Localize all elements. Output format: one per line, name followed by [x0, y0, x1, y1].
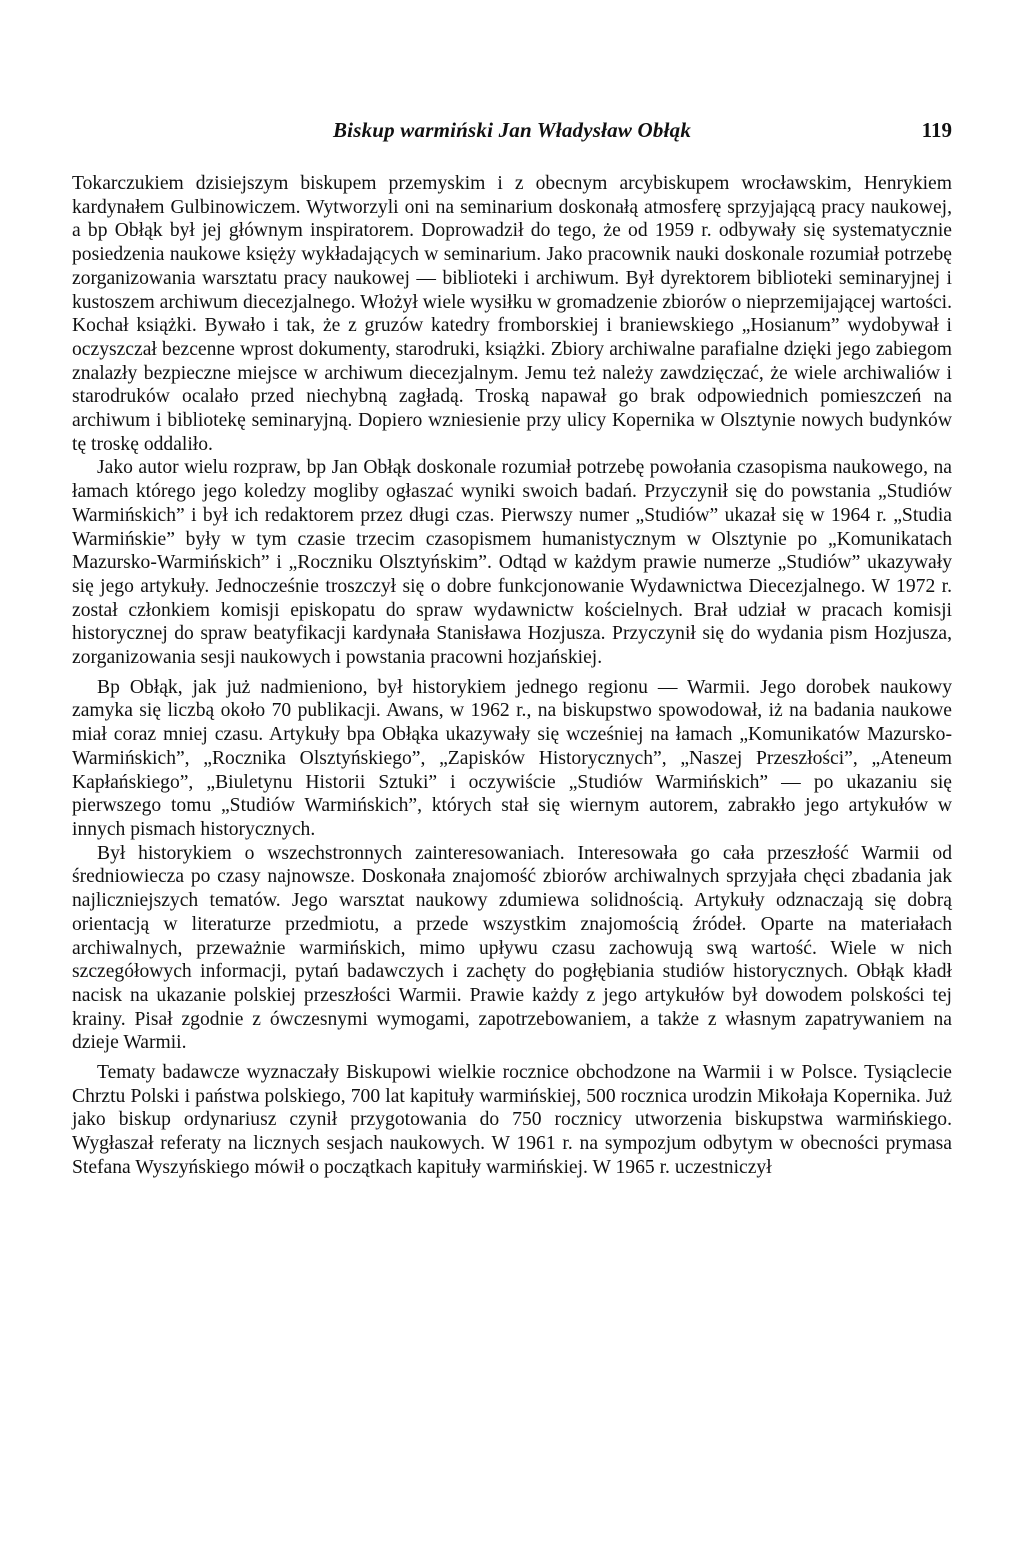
- paragraph-anniversaries: Tematy badawcze wyznaczały Biskupowi wielkie rocznice obchodzone na Warmii i w Polsce. Tysiąclecie Chrztu Polski i państwa polskiego, 700 lat kapituły warmińskiej, 500 rocznica urodzin Mikołaja Kopernika. Już jako biskup ordynariusz czynił przygotowania do 750 rocznicy utworzenia biskupstwa warmińskiego. Wygłaszał referaty na licznych sesjach naukowych. W 1961 r. na sympozjum odbytym w obecności prymasa Stefana Wyszyńskiego mówił o początkach kapituły warmińskiej. W 1965 r. uczestniczył: [72, 1062, 952, 1178]
- body-text: [72, 172, 952, 1180]
- running-head: [72, 118, 952, 148]
- running-title: Biskup warmiński Jan Władysław Obłąk: [332, 118, 692, 142]
- paragraph-interests: Był historykiem o wszechstronnych zainteresowaniach. Interesowała go cała przeszłość Warmii od średniowiecza po czasy najnowsze. Doskonała znajomość zbiorów archiwalnych sprzyjała chęci zbadania jak najliczniejszych tematów. Jego warsztat naukowy zdumiewa solidnością. Artykuły odznaczają się dobrą orientacją w literaturze przedmiotu, a przede wszystkim znajomością źródeł. Oparte na materiałach archiwalnych, przeważnie warmińskich, mimo upływu czasu zachowują swą wartość. Wiele w nich szczegółowych informacji, pytań badawczych i zachęty do pogłębiania studiów historycznych. Obłąk kładł nacisk na ukazanie polskiej przeszłości Warmii. Prawie każdy z jego artykułów był dowodem polskości tej krainy. Pisał zgodnie z ówczesnymi wymogami, zapotrzebowaniem, a także z własnym zapatrywaniem na dzieje Warmii.: [72, 842, 952, 1054]
- page-number: 119: [921, 118, 952, 142]
- paragraph-publications: Bp Obłąk, jak już nadmieniono, był historykiem jednego regionu — Warmii. Jego dorobek naukowy zamyka się liczbą około 70 publikacji. Awans, w 1962 r., na biskupstwo spowodował, iż na badania naukowe miał coraz mniej czasu. Artykuły bpa Obłąka ukazywały się wcześniej na łamach „Komunikatów Mazursko-Warmińskich”, „Rocznika Olsztyńskiego”, „Zapisków Historycznych”, „Naszej Przeszłości”, „Ateneum Kapłańskiego”, „Biuletynu Historii Sztuki” i oczywiście „Studiów Warmińskich” — po ukazaniu się pierwszego tomu „Studiów Warmińskich”, których stał się wiernym autorem, zabrakło jego artykułów w innych pismach historycznych.: [72, 676, 952, 840]
- paragraph-continuation: Tokarczukiem dzisiejszym biskupem przemyskim i z obecnym arcybiskupem wrocławskim, Henrykiem kardynałem Gulbinowiczem. Wytworzyli oni na seminarium doskonałą atmosferę sprzyjającą pracy naukowej, a bp Obłąk był jej głównym inspiratorem. Doprowadził do tego, że od 1959 r. odbywały się systematycznie posiedzenia naukowe księży wykładających w seminarium. Jako pracownik nauki doskonale rozumiał potrzebę zorganizowania warsztatu pracy naukowej — biblioteki i archiwum. Był dyrektorem biblioteki seminaryjnej i kustoszem archiwum diecezjalnego. Włożył wiele wysiłku w gromadzenie zbiorów o nieprzemijającej wartości. Kochał książki. Bywało i tak, że z gruzów katedry fromborskiej i braniewskiego „Hosianum” wydobywał i oczyszczał bezcenne wprost dokumenty, starodruki, książki. Zbiory archiwalne parafialne dzięki jego zabiegom znalazły bezpieczne miejsce w archiwum diecezjalnym. Jemu też należy zawdzięczać, że wiele archiwaliów i starodruków ocalało przed niechybną zagładą. Troską napawał go brak odpowiednich pomieszczeń na archiwum i bibliotekę seminaryjną. Dopiero wzniesienie przy ulicy Kopernika w Olsztynie nowych budynków tę troskę oddaliło.: [72, 173, 952, 455]
- paragraph-journal: Jako autor wielu rozpraw, bp Jan Obłąk doskonale rozumiał potrzebę powołania czasopisma naukowego, na łamach którego jego koledzy mogliby ogłaszać wyniki swoich badań. Przyczynił się do powstania „Studiów Warmińskich” i był ich redaktorem przez długi czas. Pierwszy numer „Studiów” ukazał się w 1964 r. „Studia Warmińskie” były w tym czasie trzecim czasopismem humanistycznym w Olsztynie po „Komunikatach Mazursko-Warmińskich” i „Roczniku Olsztyńskim”. Odtąd w każdym prawie numerze „Studiów” ukazywały się jego artykuły. Jednocześnie troszczył się o dobre funkcjonowanie Wydawnictwa Diecezjalnego. W 1972 r. został członkiem komisji episkopatu do spraw wydawnictw kościelnych. Brał udział w pracach komisji historycznej do spraw beatyfikacji kardynała Stanisława Hozjusza. Przyczynił się do wydania pism Hozjusza, zorganizowania sesji naukowych i powstania pracowni hozjańskiej.: [72, 457, 952, 669]
